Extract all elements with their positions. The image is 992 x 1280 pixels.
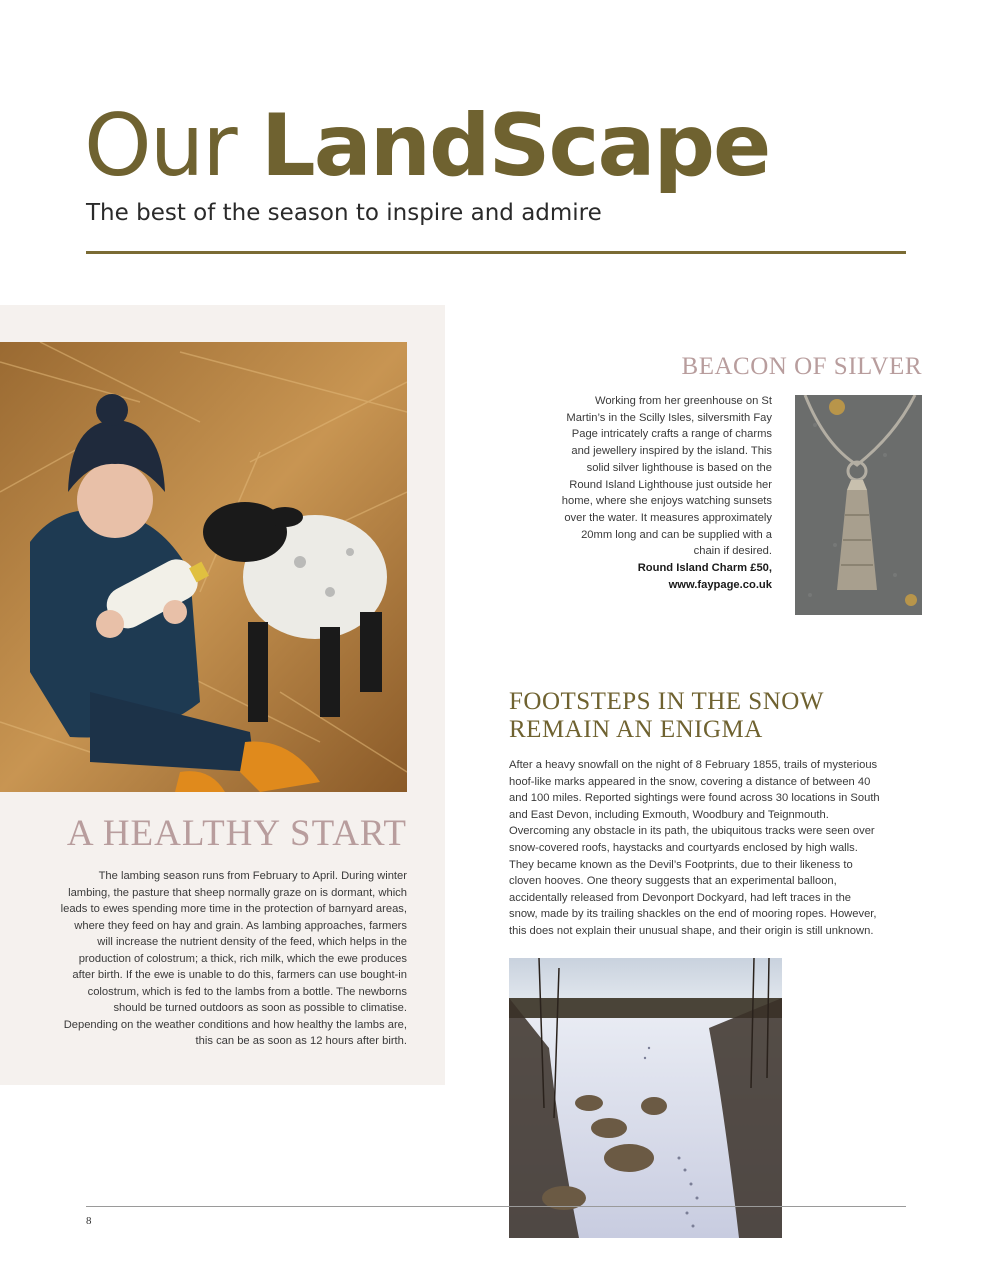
page-title xyxy=(84,96,769,196)
beacon-body-block xyxy=(556,393,772,593)
beacon-url[interactable]: www.faypage.co.uk xyxy=(668,578,772,591)
header-divider xyxy=(86,251,906,254)
lighthouse-charm-photo xyxy=(795,395,922,615)
beacon-body: Working from her greenhouse on St Martin’s in the Scilly Isles, silversmith Fay Page intricately crafts a range of charms and jewellery inspired by the island. This solid silver lighthouse is based on the Round Island Lighthouse just outside her home, where she enjoys watching sunsets over the water. It measures approximately 20mm long and can be supplied with a chain if desired. xyxy=(561,395,772,558)
page-subtitle: The best of the season to inspire and admire xyxy=(86,200,602,226)
footsteps-body: After a heavy snowfall on the night of 8 February 1855, trails of mysterious hoof-like marks appeared in the snow, covering a distance of between 40 and 100 miles. Reported sightings were found across 30 locations in South and East Devon, including Exmouth, Woodbury and Teignmouth. Overcoming any obstacle in its path, the ubiquitous tracks were seen over snow-covered roofs, haystacks and courtyards enclosed by high walls. They became known as the Devil’s Footprints, due to their likeness to cloven hooves. One theory suggests that an experimental balloon, accidentally released from Devonport Dockyard, had left traces in the snow, made by its trailing shackles on the end of mooring ropes. However, this does not explain their unusual shape, and their origin is still unknown. xyxy=(509,759,880,937)
footer-divider xyxy=(86,1206,906,1207)
healthy-start-body: The lambing season runs from February to April. During winter lambing, the pasture that sheep normally graze on is dormant, which leads to ewes spending more time in the protection of barnyard areas, where they feed on hay and grain. As lambing approaches, farmers will increase the nutrient density of the feed, which helps in the production of colostrum; a thick, rich milk, which the ewe produces after birth. If the ewe is unable to do this, farmers can use bought-in colostrum, which is fed to the lambs from a bottle. The newborns should be turned outdoors as soon as possible to climatise. Depending on the weather conditions and how healthy the lambs are, this can be as soon as 12 hours after birth. xyxy=(60,870,407,1047)
beacon-price: Round Island Charm £50, xyxy=(637,562,772,575)
snow-footprints-photo xyxy=(509,958,782,1238)
page-number: 8 xyxy=(86,1215,92,1227)
title-bold: LandScape xyxy=(260,96,770,196)
child-feeding-lamb-photo xyxy=(0,342,407,792)
healthy-start-heading: A HEALTHY START xyxy=(66,813,407,854)
title-light: Our xyxy=(84,96,236,196)
footsteps-heading: FOOTSTEPS IN THE SNOW REMAIN AN ENIGMA xyxy=(509,688,824,743)
beacon-heading: BEACON OF SILVER xyxy=(681,353,922,380)
